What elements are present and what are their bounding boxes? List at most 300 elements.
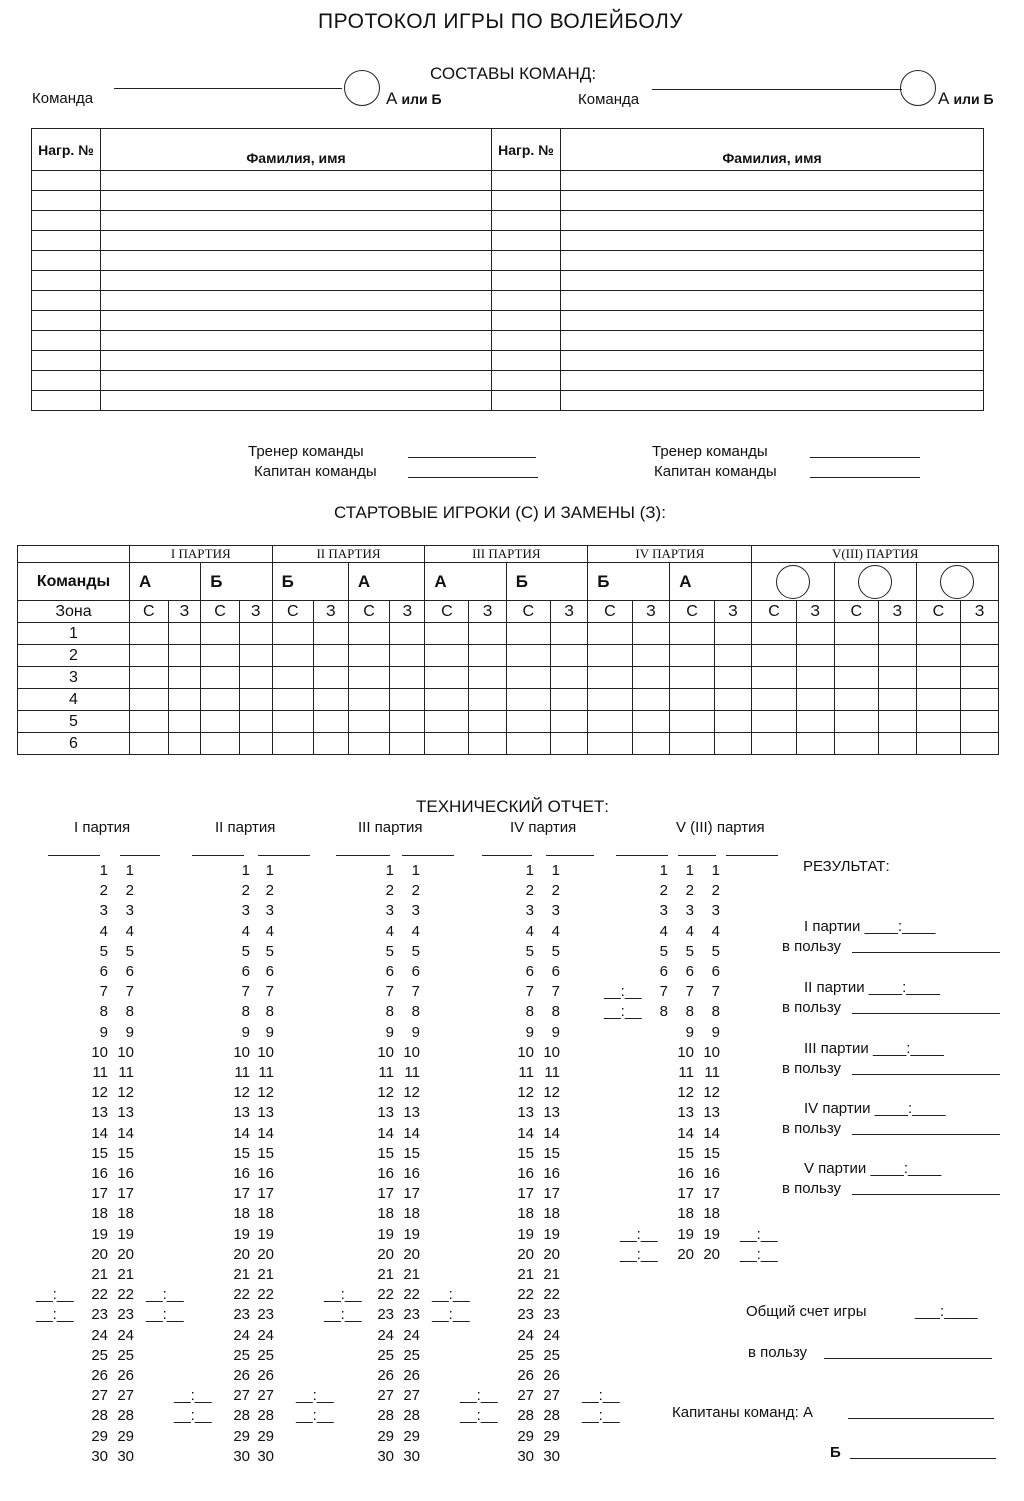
set5-team-circle-2[interactable] (834, 563, 916, 601)
team-name-field[interactable] (336, 855, 390, 856)
coach-left-field[interactable] (408, 457, 536, 458)
zone-cell[interactable] (272, 667, 313, 689)
zone-cell[interactable] (961, 667, 999, 689)
zone-cell[interactable] (130, 645, 169, 667)
score-number: 2 (685, 882, 694, 900)
roster-cell[interactable] (492, 351, 561, 371)
zone-cell[interactable] (469, 733, 506, 755)
roster-row[interactable] (32, 271, 984, 291)
zone-cell[interactable] (632, 711, 670, 733)
roster-cell[interactable] (101, 371, 492, 391)
score-number: 13 (91, 1104, 108, 1122)
zone-cell[interactable] (632, 623, 670, 645)
timeout-score-field[interactable]: __:__ (604, 983, 642, 1001)
zone-cell[interactable] (168, 645, 201, 667)
roster-cell[interactable] (492, 231, 561, 251)
roster-cell[interactable] (492, 391, 561, 411)
roster-cell[interactable] (561, 251, 984, 271)
zone-cell[interactable] (714, 623, 752, 645)
zone-cell[interactable] (878, 645, 916, 667)
zone-cell[interactable] (752, 711, 796, 733)
timeout-score-field[interactable]: __:__ (146, 1306, 184, 1324)
zone-cell[interactable] (506, 667, 550, 689)
score-number: 4 (241, 922, 250, 940)
roster-row[interactable] (32, 171, 984, 191)
zone-cell[interactable] (348, 667, 389, 689)
zone-cell[interactable] (550, 667, 587, 689)
team-right-circle[interactable] (900, 70, 936, 106)
zone-cell[interactable] (130, 623, 169, 645)
zone-cell[interactable] (425, 733, 469, 755)
team-name-field[interactable] (258, 855, 310, 856)
score-number: 2 (659, 882, 668, 900)
zone-cell[interactable] (961, 623, 999, 645)
zone-cell[interactable] (714, 711, 752, 733)
zone-cell[interactable] (632, 667, 670, 689)
zone-cell[interactable] (390, 689, 425, 711)
roster-cell[interactable] (561, 171, 984, 191)
roster-cell[interactable] (32, 251, 101, 271)
zone-cell[interactable] (348, 733, 389, 755)
sub-col: З (550, 601, 587, 623)
roster-cell[interactable] (101, 351, 492, 371)
zone-cell[interactable] (714, 689, 752, 711)
zone-cell[interactable] (130, 733, 169, 755)
captain-right-field[interactable] (810, 477, 920, 478)
zone-cell[interactable] (878, 689, 916, 711)
zone-cell[interactable] (834, 645, 878, 667)
team-name-field[interactable] (402, 855, 454, 856)
sub-col: З (313, 601, 348, 623)
roster-cell[interactable] (101, 171, 492, 191)
score-number: 3 (659, 902, 668, 920)
zone-cell[interactable] (670, 623, 714, 645)
score-number: 29 (543, 1427, 560, 1445)
zone-cell[interactable] (272, 711, 313, 733)
score-number: 21 (257, 1266, 274, 1283)
zone-cell[interactable] (834, 711, 878, 733)
zone-cell[interactable] (168, 623, 201, 645)
zone-cell[interactable] (469, 689, 506, 711)
zone-cell[interactable] (390, 667, 425, 689)
zone-cell[interactable] (588, 667, 632, 689)
result-set-line[interactable]: II партии ____:____ (804, 979, 940, 996)
zone-cell[interactable] (670, 667, 714, 689)
roster-row[interactable] (32, 251, 984, 271)
zone-cell[interactable] (201, 645, 240, 667)
zone-cell[interactable] (916, 689, 960, 711)
score-number: 6 (265, 963, 274, 980)
zone-cell[interactable] (961, 711, 999, 733)
roster-row[interactable] (32, 391, 984, 411)
score-number: 20 (543, 1245, 560, 1263)
result-set-line[interactable]: IV партии ____:____ (804, 1100, 946, 1117)
timeout-score-field[interactable]: __:__ (324, 1286, 362, 1304)
zone-cell[interactable] (632, 689, 670, 711)
result-in-favor-field[interactable] (852, 1194, 1000, 1195)
roster-cell[interactable] (492, 211, 561, 231)
roster-cell[interactable] (32, 171, 101, 191)
zone-cell[interactable] (272, 623, 313, 645)
zone-cell[interactable] (961, 645, 999, 667)
roster-cell[interactable] (561, 211, 984, 231)
timeout-score-field[interactable]: __:__ (604, 1003, 642, 1021)
zone-cell[interactable] (469, 667, 506, 689)
zone-cell[interactable] (796, 645, 834, 667)
zone-cell[interactable] (752, 645, 796, 667)
zone-cell[interactable] (425, 689, 469, 711)
roster-cell[interactable] (492, 171, 561, 191)
zone-cell[interactable] (550, 733, 587, 755)
zone-cell[interactable] (506, 711, 550, 733)
timeout-score-field[interactable]: __:__ (296, 1387, 334, 1405)
roster-cell[interactable] (101, 211, 492, 231)
zone-cell[interactable] (425, 667, 469, 689)
zone-cell[interactable] (878, 733, 916, 755)
score-number: 8 (659, 1003, 668, 1021)
total-blank[interactable]: ___:____ (915, 1303, 978, 1320)
zone-cell[interactable] (425, 711, 469, 733)
timeout-score-field[interactable]: __:__ (36, 1286, 74, 1304)
zone-cell[interactable] (878, 667, 916, 689)
zone-cell[interactable] (272, 689, 313, 711)
score-number: 18 (517, 1205, 534, 1223)
result-set-line[interactable]: III партии ____:____ (804, 1040, 944, 1057)
zone-cell[interactable] (390, 711, 425, 733)
score-number: 6 (551, 963, 560, 980)
timeout-score-field[interactable]: __:__ (174, 1387, 212, 1405)
zone-cell[interactable] (834, 623, 878, 645)
score-number: 16 (233, 1165, 250, 1182)
zone-cell[interactable] (168, 733, 201, 755)
zone-cell[interactable] (796, 667, 834, 689)
score-number: 27 (517, 1387, 534, 1405)
roster-cell[interactable] (32, 311, 101, 331)
zone-cell[interactable] (201, 623, 240, 645)
captain-b-field[interactable] (850, 1458, 996, 1459)
roster-cell[interactable] (101, 311, 492, 331)
zone-cell[interactable] (961, 689, 999, 711)
zone-cell[interactable] (714, 733, 752, 755)
timeout-score-field[interactable]: __:__ (460, 1387, 498, 1405)
roster-cell[interactable] (561, 271, 984, 291)
zone-cell[interactable] (550, 645, 587, 667)
zone-cell[interactable] (313, 689, 348, 711)
zone-cell[interactable] (390, 645, 425, 667)
score-number: 20 (403, 1245, 420, 1263)
score-number: 7 (525, 983, 534, 1001)
result-in-favor-field[interactable] (852, 1134, 1000, 1135)
zone-cell[interactable] (506, 645, 550, 667)
zone-cell[interactable] (313, 733, 348, 755)
score-number: 11 (118, 1064, 134, 1081)
zone-cell[interactable] (239, 645, 272, 667)
score-number: 26 (543, 1367, 560, 1384)
zone-cell[interactable] (916, 623, 960, 645)
roster-cell[interactable] (561, 391, 984, 411)
zone-cell[interactable] (130, 689, 169, 711)
zone-cell[interactable] (670, 689, 714, 711)
score-number: 2 (551, 882, 560, 900)
zone-cell[interactable] (390, 623, 425, 645)
zone-cell[interactable] (752, 623, 796, 645)
team-right-field[interactable] (652, 89, 902, 90)
zone-cell[interactable] (506, 689, 550, 711)
zone-cell[interactable] (796, 623, 834, 645)
zone-cell[interactable] (469, 623, 506, 645)
roster-cell[interactable] (32, 191, 101, 211)
zone-cell[interactable] (272, 733, 313, 755)
roster-cell[interactable] (32, 331, 101, 351)
roster-cell[interactable] (101, 191, 492, 211)
team-name-field[interactable] (482, 855, 532, 856)
roster-row[interactable] (32, 311, 984, 331)
zone-cell[interactable] (348, 645, 389, 667)
zone-cell[interactable] (239, 623, 272, 645)
zone-cell[interactable] (348, 711, 389, 733)
zone-cell[interactable] (752, 667, 796, 689)
score-number: 10 (677, 1043, 694, 1061)
score-number: 9 (685, 1023, 694, 1041)
score-number: 8 (525, 1003, 534, 1021)
timeout-score-field[interactable]: __:__ (432, 1286, 470, 1304)
roster-cell[interactable] (32, 351, 101, 371)
zone-cell[interactable] (916, 645, 960, 667)
roster-cell[interactable] (101, 391, 492, 411)
roster-cell[interactable] (101, 231, 492, 251)
roster-cell[interactable] (32, 271, 101, 291)
timeout-score-field[interactable]: __:__ (620, 1225, 658, 1243)
timeout-score-field[interactable]: __:__ (740, 1245, 778, 1263)
roster-cell[interactable] (101, 331, 492, 351)
score-number: 25 (233, 1346, 250, 1364)
score-number: 22 (91, 1286, 108, 1304)
zone-cell[interactable] (168, 667, 201, 689)
result-in-favor-field[interactable] (852, 1013, 1000, 1014)
score-number: 8 (125, 1003, 134, 1021)
roster-cell[interactable] (492, 251, 561, 271)
zone-cell[interactable] (469, 645, 506, 667)
set5-team-circle-1[interactable] (752, 563, 834, 601)
score-number: 28 (117, 1407, 134, 1425)
timeout-score-field[interactable]: __:__ (296, 1407, 334, 1425)
roster-cell[interactable] (561, 291, 984, 311)
zone-cell[interactable] (425, 645, 469, 667)
zone-cell[interactable] (670, 733, 714, 755)
zone-cell[interactable] (632, 733, 670, 755)
zone-cell[interactable] (348, 689, 389, 711)
zone-cell[interactable] (550, 689, 587, 711)
team-left-circle[interactable] (344, 70, 380, 106)
team-name-field[interactable] (726, 855, 778, 856)
roster-cell[interactable] (492, 331, 561, 351)
zone-cell[interactable] (201, 667, 240, 689)
timeout-score-field[interactable]: __:__ (582, 1387, 620, 1405)
zone-cell[interactable] (239, 733, 272, 755)
roster-cell[interactable] (101, 251, 492, 271)
timeout-score-field[interactable]: __:__ (740, 1225, 778, 1243)
roster-cell[interactable] (561, 371, 984, 391)
zone-cell[interactable] (752, 733, 796, 755)
zone-cell[interactable] (588, 623, 632, 645)
roster-cell[interactable] (492, 311, 561, 331)
roster-cell[interactable] (561, 351, 984, 371)
roster-row[interactable] (32, 231, 984, 251)
score-number: 26 (403, 1367, 420, 1384)
zone-cell[interactable] (670, 645, 714, 667)
timeout-score-field[interactable]: __:__ (460, 1407, 498, 1425)
timeout-score-field[interactable]: __:__ (146, 1286, 184, 1304)
roster-row[interactable] (32, 211, 984, 231)
score-number: 8 (241, 1003, 250, 1021)
captain-left-field[interactable] (408, 477, 538, 478)
zone-cell[interactable] (313, 667, 348, 689)
zone-cell[interactable] (916, 711, 960, 733)
team-left-field[interactable] (114, 88, 342, 89)
timeout-score-field[interactable]: __:__ (324, 1306, 362, 1324)
roster-cell[interactable] (32, 231, 101, 251)
zone-cell[interactable] (130, 711, 169, 733)
score-number: 15 (517, 1144, 534, 1162)
team-name-field[interactable] (546, 855, 594, 856)
timeout-score-field[interactable]: __:__ (432, 1306, 470, 1324)
zone-cell[interactable] (916, 733, 960, 755)
score-number: 5 (265, 942, 274, 960)
team-name-field[interactable] (616, 855, 668, 856)
zone-cell[interactable] (834, 667, 878, 689)
roster-cell[interactable] (561, 331, 984, 351)
score-number: 6 (525, 963, 534, 980)
zone-cell[interactable] (313, 623, 348, 645)
team-name-field[interactable] (48, 855, 100, 856)
zone-cell[interactable] (916, 667, 960, 689)
starter-col: С (425, 601, 469, 623)
zone-cell[interactable] (588, 711, 632, 733)
zone-cell[interactable] (588, 689, 632, 711)
result-set-line[interactable]: V партии ____:____ (804, 1160, 942, 1177)
total-in-favor-field[interactable] (824, 1358, 992, 1359)
timeout-score-field[interactable]: __:__ (582, 1407, 620, 1425)
score-number: 5 (241, 942, 250, 960)
zone-cell[interactable] (796, 733, 834, 755)
zone-cell[interactable] (878, 711, 916, 733)
roster-row[interactable] (32, 291, 984, 311)
zone-cell[interactable] (714, 645, 752, 667)
score-number: 15 (91, 1144, 108, 1162)
result-in-favor: в пользу (782, 1120, 842, 1137)
zone-cell[interactable] (796, 689, 834, 711)
team-name-field[interactable] (192, 855, 244, 856)
timeout-score-field[interactable]: __:__ (36, 1306, 74, 1324)
roster-cell[interactable] (32, 291, 101, 311)
zone-cell[interactable] (878, 623, 916, 645)
score-number: 5 (411, 942, 420, 960)
zone-cell[interactable] (834, 733, 878, 755)
zone-cell[interactable] (961, 733, 999, 755)
roster-cell[interactable] (32, 371, 101, 391)
roster-cell[interactable] (492, 271, 561, 291)
timeout-score-field[interactable]: __:__ (174, 1407, 212, 1425)
roster-cell[interactable] (101, 291, 492, 311)
score-number: 2 (711, 882, 720, 900)
roster-cell[interactable] (492, 291, 561, 311)
captain-a-field[interactable] (848, 1418, 994, 1419)
roster-cell[interactable] (561, 191, 984, 211)
coach-right-field[interactable] (810, 457, 920, 458)
zone-cell[interactable] (550, 623, 587, 645)
roster-cell[interactable] (561, 311, 984, 331)
zone-cell[interactable] (506, 733, 550, 755)
zone-cell[interactable] (201, 689, 240, 711)
zone-cell[interactable] (348, 623, 389, 645)
zone-cell[interactable] (313, 711, 348, 733)
zone-cell[interactable] (670, 711, 714, 733)
zone-cell[interactable] (550, 711, 587, 733)
roster-row[interactable] (32, 191, 984, 211)
roster-row[interactable] (32, 371, 984, 391)
roster-cell[interactable] (32, 391, 101, 411)
score-number: 27 (233, 1387, 250, 1405)
score-number: 1 (685, 862, 694, 879)
team-name-field[interactable] (120, 855, 160, 856)
score-number: 25 (517, 1346, 534, 1364)
result-in-favor-field[interactable] (852, 1074, 1000, 1075)
timeout-score-field[interactable]: __:__ (620, 1245, 658, 1263)
zone-cell[interactable] (469, 711, 506, 733)
zone-cell[interactable] (796, 711, 834, 733)
roster-cell[interactable] (492, 191, 561, 211)
score-number: 25 (543, 1346, 560, 1364)
zone-cell[interactable] (588, 645, 632, 667)
zone-cell[interactable] (714, 667, 752, 689)
roster-cell[interactable] (101, 271, 492, 291)
zone-cell[interactable] (390, 733, 425, 755)
score-number: 19 (517, 1225, 534, 1243)
zone-cell[interactable] (506, 623, 550, 645)
roster-row[interactable] (32, 331, 984, 351)
roster-cell[interactable] (561, 231, 984, 251)
zone-cell[interactable] (834, 689, 878, 711)
zone-cell[interactable] (313, 645, 348, 667)
team-name-field[interactable] (678, 855, 716, 856)
score-number: 3 (411, 902, 420, 920)
result-set-line[interactable]: I партии ____:____ (804, 918, 936, 935)
zone-cell[interactable] (239, 711, 272, 733)
roster-row[interactable] (32, 351, 984, 371)
zone-cell[interactable] (168, 689, 201, 711)
score-number: 28 (403, 1407, 420, 1425)
zone-cell[interactable] (201, 733, 240, 755)
zone-cell[interactable] (632, 645, 670, 667)
roster-cell[interactable] (32, 211, 101, 231)
score-number: 28 (517, 1407, 534, 1425)
result-in-favor-field[interactable] (852, 952, 1000, 953)
zone-cell[interactable] (168, 711, 201, 733)
zone-cell[interactable] (130, 667, 169, 689)
roster-cell[interactable] (492, 371, 561, 391)
zone-cell[interactable] (239, 689, 272, 711)
zone-cell[interactable] (752, 689, 796, 711)
team-letter: Б (506, 563, 588, 601)
set5-team-circle-3[interactable] (916, 563, 998, 601)
score-number: 4 (99, 922, 108, 940)
zone-cell[interactable] (588, 733, 632, 755)
zone-cell[interactable] (201, 711, 240, 733)
zone-cell[interactable] (272, 645, 313, 667)
zone-cell[interactable] (425, 623, 469, 645)
score-number: 20 (233, 1245, 250, 1263)
zone-cell[interactable] (239, 667, 272, 689)
